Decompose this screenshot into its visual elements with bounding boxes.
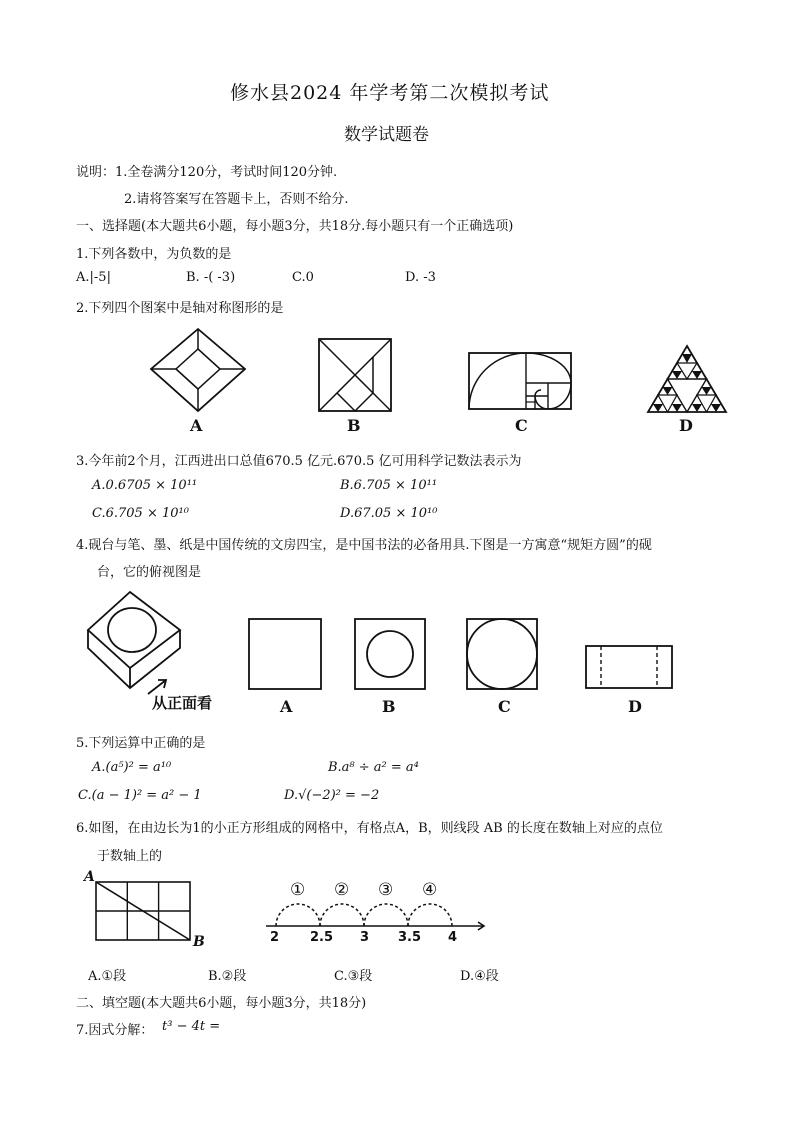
segment-label-1: ① [290, 880, 306, 900]
q3-option-b: B.6.705 × 10¹¹ [340, 478, 438, 493]
q7-expression: t³ − 4t = [162, 1019, 221, 1034]
q5-option-b: B.a⁸ ÷ a² = a⁴ [328, 760, 419, 775]
q3-stem: 3.今年前2个月，江西进出口总值670.5 亿元.670.5 亿可用科学记数法表示为 [76, 454, 522, 469]
q2-figure-d [646, 344, 728, 414]
segment-label-3: ③ [378, 880, 394, 900]
q2-stem: 2.下列四个图案中是轴对称图形的是 [76, 301, 284, 316]
q6-option-a: A.①段 [88, 969, 127, 984]
q5-option-d: D.√(−2)² = −2 [284, 788, 380, 803]
q5-option-a: A.(a⁵)² = a¹⁰ [92, 760, 172, 775]
view-direction-label: 从正面看 [152, 694, 213, 712]
q2-label-a: A [190, 416, 203, 435]
q3-option-d: D.67.05 × 10¹⁰ [340, 506, 438, 521]
q3-option-a: A.0.6705 × 10¹¹ [92, 478, 198, 493]
q6-grid-figure [86, 872, 206, 950]
q2-label-d: D [679, 416, 693, 435]
page-subtitle: 数学试题卷 [344, 125, 429, 145]
q2-figure-b [318, 338, 392, 412]
q5-stem: 5.下列运算中正确的是 [76, 736, 206, 751]
note-2: 2.请将答案写在答题卡上，否则不给分. [124, 192, 349, 207]
q4-figure-d [585, 645, 673, 689]
tick-label-4: 4 [448, 930, 458, 945]
tick-label-3: 3 [360, 930, 370, 945]
q1-option-b: B. -( -3) [186, 270, 236, 285]
grid-point-b: B [193, 934, 205, 950]
page-title: 修水县2024 年学考第二次模拟考试 [230, 82, 550, 104]
q4-label-b: B [382, 697, 396, 716]
tick-label-3-5: 3.5 [398, 930, 422, 945]
section-choice-title: 一、选择题(本大题共6小题，每小题3分，共18分.每小题只有一个正确选项) [76, 219, 514, 234]
q4-stem-line2: 台，它的俯视图是 [97, 565, 202, 580]
q6-stem-line2: 于数轴上的 [97, 849, 163, 864]
q4-label-c: C [498, 697, 511, 716]
q6-stem-line1: 6.如图，在由边长为1的小正方形组成的网格中，有格点A，B，则线段 AB 的长度在数轴上对应的点位 [76, 821, 663, 836]
q1-option-c: C.0 [292, 270, 314, 285]
q6-option-d: D.④段 [460, 969, 499, 984]
inkstone-isometric-figure [86, 588, 216, 700]
q4-figure-a [248, 618, 322, 690]
grid-point-a: A [84, 869, 95, 885]
segment-label-4: ④ [422, 880, 438, 900]
q6-option-c: C.③段 [334, 969, 373, 984]
q1-option-d: D. -3 [405, 270, 436, 285]
note-1: 说明：1.全卷满分120分，考试时间120分钟. [76, 165, 338, 180]
q4-label-d: D [628, 697, 642, 716]
segment-label-2: ② [334, 880, 350, 900]
q5-option-c: C.(a − 1)² = a² − 1 [78, 788, 202, 803]
section-fill-title: 二、填空题(本大题共6小题，每小题3分，共18分) [76, 996, 367, 1011]
q4-figure-c [466, 618, 538, 690]
q6-option-b: B.②段 [208, 969, 247, 984]
tick-label-2: 2 [270, 930, 280, 945]
q2-label-c: C [515, 416, 528, 435]
q4-stem-line1: 4.砚台与笔、墨、纸是中国传统的文房四宝，是中国书法的必备用具.下图是一方寓意“规矩方圆”的砚 [76, 538, 652, 553]
q1-option-a: A.|-5| [76, 270, 111, 285]
q1-stem: 1.下列各数中，为负数的是 [76, 247, 232, 262]
q4-figure-b [354, 618, 426, 690]
q2-figure-c [468, 352, 572, 410]
q4-label-a: A [280, 697, 293, 716]
tick-label-2-5: 2.5 [310, 930, 334, 945]
q3-option-c: C.6.705 × 10¹⁰ [92, 506, 189, 521]
q7-stem: 7.因式分解： [76, 1023, 154, 1038]
q2-figure-a [148, 327, 248, 413]
q2-label-b: B [347, 416, 361, 435]
